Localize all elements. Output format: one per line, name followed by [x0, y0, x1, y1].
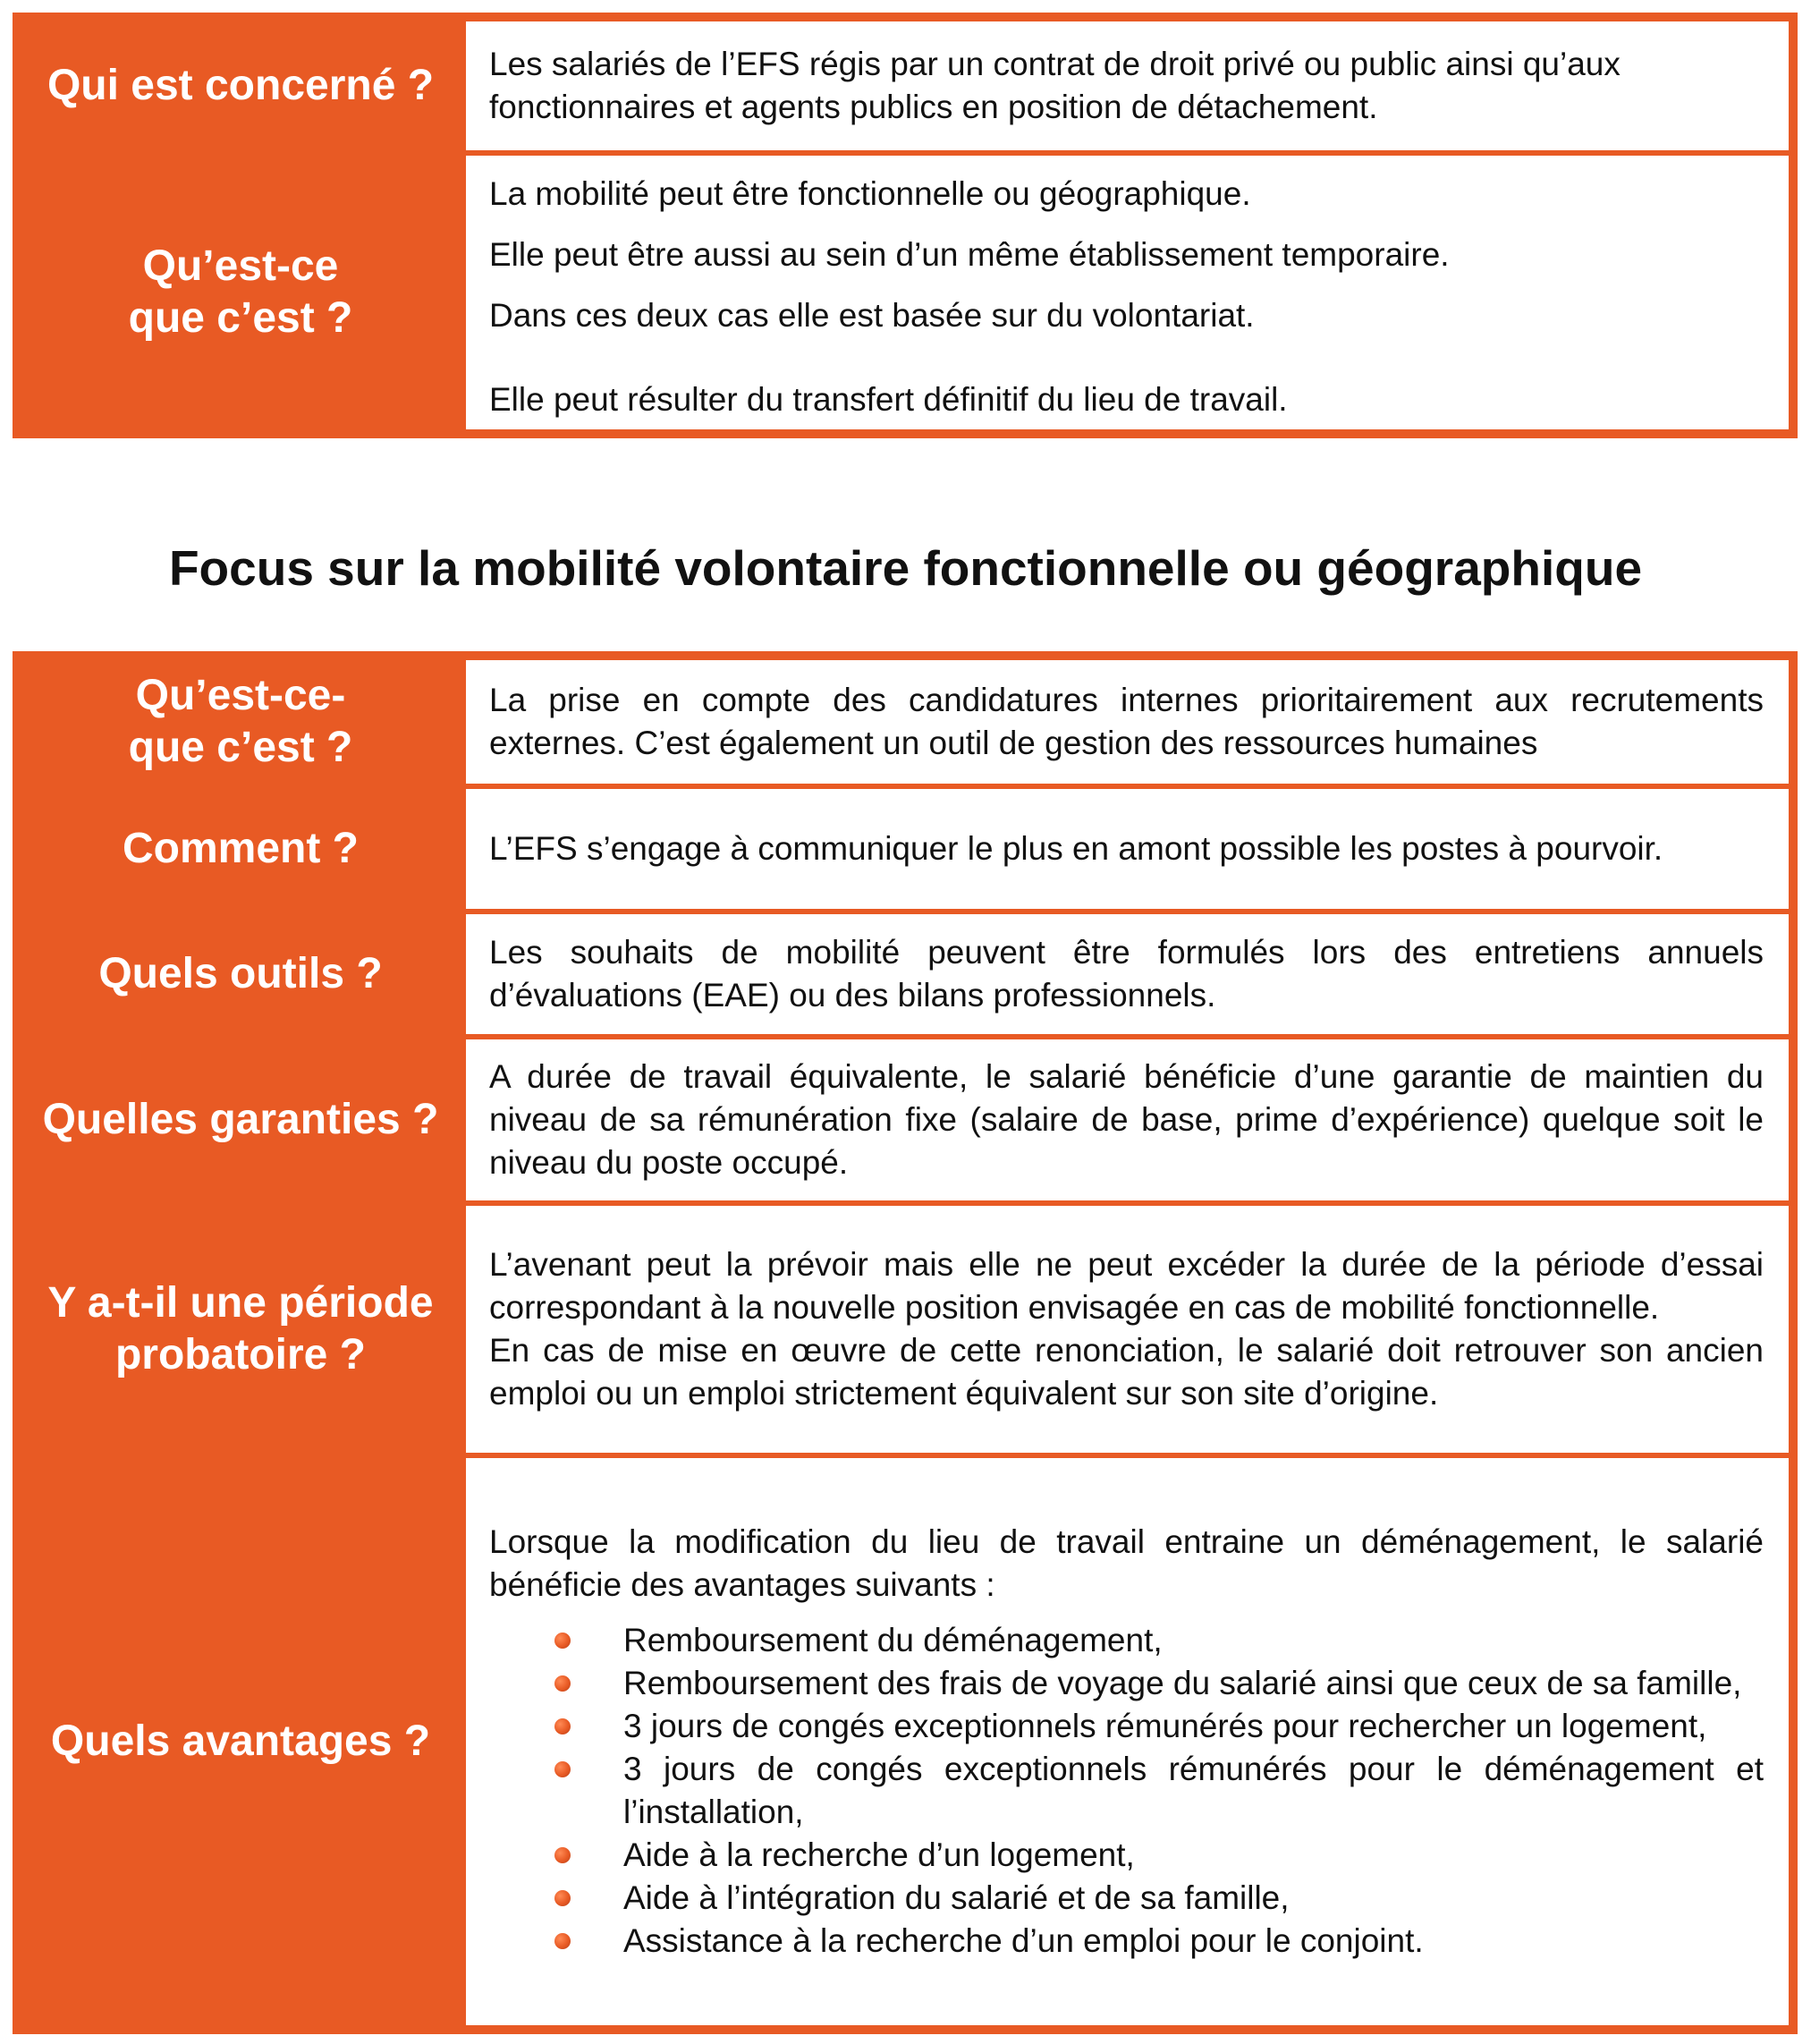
row-label: Quelles garanties ?	[42, 1096, 439, 1143]
row-text: Lorsque la modification du lieu de travail entraine un déménagement, le salarié bénéficie des avantages suivants :	[489, 1523, 1764, 1603]
row-text: Elle peut être aussi au sein d’un même établissement temporaire.	[489, 236, 1450, 273]
info-table-focus	[13, 651, 1798, 2034]
row-label: Y a-t-il une période probatoire ?	[47, 1279, 434, 1378]
bullet-icon	[554, 1633, 571, 1649]
row-content	[466, 156, 1789, 429]
list-item-text: 3 jours de congés exceptionnels rémunérés pour rechercher un logement,	[623, 1708, 1707, 1744]
row-label: Qu’est-ce-que c’est ?	[128, 672, 353, 771]
row-content	[466, 1039, 1789, 1200]
table-row-quest-ce-que-cest	[21, 660, 1789, 784]
info-table-top	[13, 13, 1798, 438]
list-item	[489, 1662, 1764, 1705]
row-text: A durée de travail équivalente, le salarié bénéficie d’une garantie de maintien du niveau de sa rémunération fixe (salaire de base, prime d’expérience) quelque soit le niveau du poste occupé.	[489, 1058, 1764, 1181]
row-text: Dans ces deux cas elle est basée sur du volontariat.	[489, 297, 1255, 334]
focus-title: Focus sur la mobilité volontaire fonctionnelle ou géographique	[168, 540, 1643, 596]
table-row-quels-outils	[21, 914, 1789, 1034]
row-text: Les salariés de l’EFS régis par un contrat de droit privé ou public ainsi qu’aux fonctionnaires et agents publics en position de détachement.	[489, 46, 1621, 125]
row-text: L’EFS s’engage à communiquer le plus en amont possible les postes à pourvoir.	[489, 830, 1663, 867]
list-item-text: 3 jours de congés exceptionnels rémunérés pour le déménagement et l’installation,	[623, 1751, 1764, 1830]
bullet-icon	[554, 1761, 571, 1777]
row-content	[466, 21, 1789, 150]
table-row-quelles-garanties	[21, 1039, 1789, 1200]
row-text: La prise en compte des candidatures internes prioritairement aux recrutements externes. C’est également un outil de gestion des ressources humaines	[489, 682, 1764, 761]
list-item-text: Assistance à la recherche d’un emploi pour le conjoint.	[623, 1922, 1424, 1959]
row-label: Qu’est-ce que c’est ?	[128, 242, 353, 342]
table-row-periode-probatoire	[21, 1206, 1789, 1453]
list-item-text: Remboursement des frais de voyage du salarié ainsi que ceux de sa famille,	[623, 1665, 1742, 1701]
row-text: Les souhaits de mobilité peuvent être formulés lors des entretiens annuels d’évaluations (EAE) ou des bilans professionnels.	[489, 934, 1764, 1014]
list-item	[489, 1619, 1764, 1662]
bullet-icon	[554, 1933, 571, 1949]
table-row-quest-ce-que-cest	[21, 156, 1789, 429]
list-item	[489, 1705, 1764, 1748]
table-row-comment	[21, 789, 1789, 909]
row-content	[466, 789, 1789, 909]
row-text: L’avenant peut la prévoir mais elle ne peut excéder la durée de la période d’essai correspondant à la nouvelle position envisagée en cas de mobilité fonctionnelle.	[489, 1246, 1764, 1326]
row-label: Comment ?	[123, 825, 359, 872]
list-item	[489, 1877, 1764, 1920]
list-item-text: Aide à l’intégration du salarié et de sa famille,	[623, 1879, 1290, 1916]
row-label: Quels avantages ?	[50, 1717, 431, 1765]
row-content	[466, 660, 1789, 784]
row-text: Elle peut résulter du transfert définitif du lieu de travail.	[489, 381, 1288, 418]
bullet-icon	[554, 1890, 571, 1906]
bullet-icon	[554, 1675, 571, 1692]
list-item	[489, 1920, 1764, 1963]
row-content	[466, 1206, 1789, 1453]
row-label: Quels outils ?	[98, 950, 383, 997]
row-content	[466, 1458, 1789, 2025]
row-content	[466, 914, 1789, 1034]
row-label: Qui est concerné ?	[47, 62, 435, 109]
bullet-icon	[554, 1718, 571, 1734]
list-item-text: Remboursement du déménagement,	[623, 1622, 1163, 1658]
row-text: En cas de mise en œuvre de cette renonciation, le salarié doit retrouver son ancien emploi ou un emploi strictement équivalent sur son site d’origine.	[489, 1332, 1764, 1412]
table-row-quels-avantages	[21, 1458, 1789, 2025]
list-item	[489, 1748, 1764, 1834]
list-item	[489, 1834, 1764, 1877]
list-item-text: Aide à la recherche d’un logement,	[623, 1836, 1135, 1873]
bullet-icon	[554, 1847, 571, 1863]
advantages-list	[489, 1619, 1764, 1963]
row-text: La mobilité peut être fonctionnelle ou géographique.	[489, 175, 1251, 212]
table-row-qui-est-concerne	[21, 21, 1789, 150]
